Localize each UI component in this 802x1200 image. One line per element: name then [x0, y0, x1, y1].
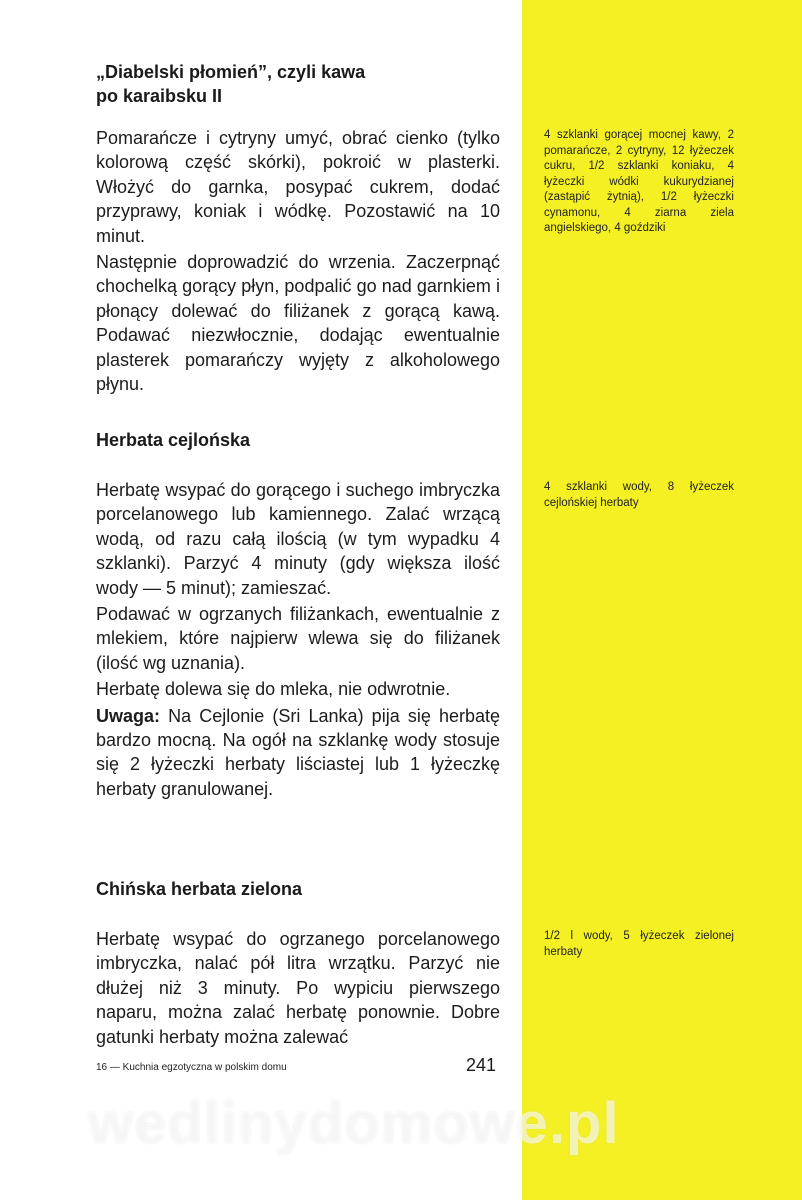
- recipe-2-paragraph: Podawać w ogrzanych filiżankach, ewentualnie z mlekiem, które najpierw wlewa się do filiżanek (ilość wg uznania).: [96, 604, 500, 673]
- note-text: Na Cejlonie (Sri Lanka) pija się herbatę bardzo mocną. Na ogół na szklankę wody stosuje się 2 łyżeczki herbaty liściastej lub 1 łyżeczkę herbaty granulowanej.: [96, 705, 500, 799]
- recipe-2-note: [96, 704, 500, 802]
- recipe-2-title: Herbata cejlońska: [96, 430, 251, 450]
- recipe-1-body: [96, 126, 500, 398]
- recipe-1-ingredients: 4 szklanki gorącej mocnej kawy, 2 pomarańcze, 2 cytryny, 12 łyżeczek cukru, 1/2 szklanki koniaku, 4 łyżeczki wódki kukurydzianej (zastąpić żytnią), 1/2 łyżeczki cynamonu, 4 ziarna ziela angielskiego, 4 goździki: [544, 129, 734, 234]
- recipe-1-paragraph: Następnie doprowadzić do wrzenia. Zaczerpnąć chochelką gorący płyn, podpalić go nad garnkiem i płonący dolewać do filiżanek z gorącą kawą. Podawać niezwłocznie, dodając ewentualnie plasterek pomarańczy wyjęty z alkoholowego płynu.: [96, 252, 500, 395]
- recipe-3-paragraph: Herbatę wsypać do ogrzanego porcelanowego imbryczka, nalać pół litra wrzątku. Parzyć nie dłużej niż 3 minuty. Po wypiciu pierwszego naparu, można zalać herbatę ponownie. Dobre gatunki herbaty można zalewać: [96, 929, 500, 1047]
- page-number: 241: [466, 1055, 497, 1075]
- recipe-2-paragraph: Herbatę wsypać do gorącego i suchego imbryczka porcelanowego lub kamiennego. Zalać wrzącą wodą, od razu całą ilością (w tym wypadku 4 szklanki). Parzyć 4 minuty (gdy większa ilość wody — 5 minut); zamieszać.: [96, 480, 500, 598]
- recipe-3-body: [96, 927, 500, 1051]
- recipe-1-title: [96, 60, 496, 108]
- watermark: wedlinydomowe.pl: [88, 1091, 620, 1156]
- footer-signature: 16 — Kuchnia egzotyczna w polskim domu: [96, 1062, 287, 1073]
- recipe-2-paragraph: Herbatę dolewa się do mleka, nie odwrotnie.: [96, 679, 451, 700]
- recipe-3-ingredients: 1/2 l wody, 5 łyżeczek zielonej herbaty: [544, 930, 734, 958]
- recipe-3-title: Chińska herbata zielona: [96, 879, 303, 899]
- recipe-1-title-line2: po karaibsku II: [96, 86, 223, 106]
- recipe-1-title-line1: „Diabelski płomień”, czyli kawa: [96, 62, 366, 82]
- recipe-2-body: [96, 478, 500, 803]
- note-label: Uwaga:: [96, 705, 161, 726]
- recipe-1-paragraph: Pomarańcze i cytryny umyć, obrać cienko (tylko kolorową część skórki), pokroić w plasterki. Włożyć do garnka, posypać cukrem, dodać przyprawy, koniak i wódkę. Pozostawić na 10 minut.: [96, 128, 500, 246]
- recipe-2-ingredients: 4 szklanki wody, 8 łyżeczek cejlońskiej herbaty: [544, 481, 734, 509]
